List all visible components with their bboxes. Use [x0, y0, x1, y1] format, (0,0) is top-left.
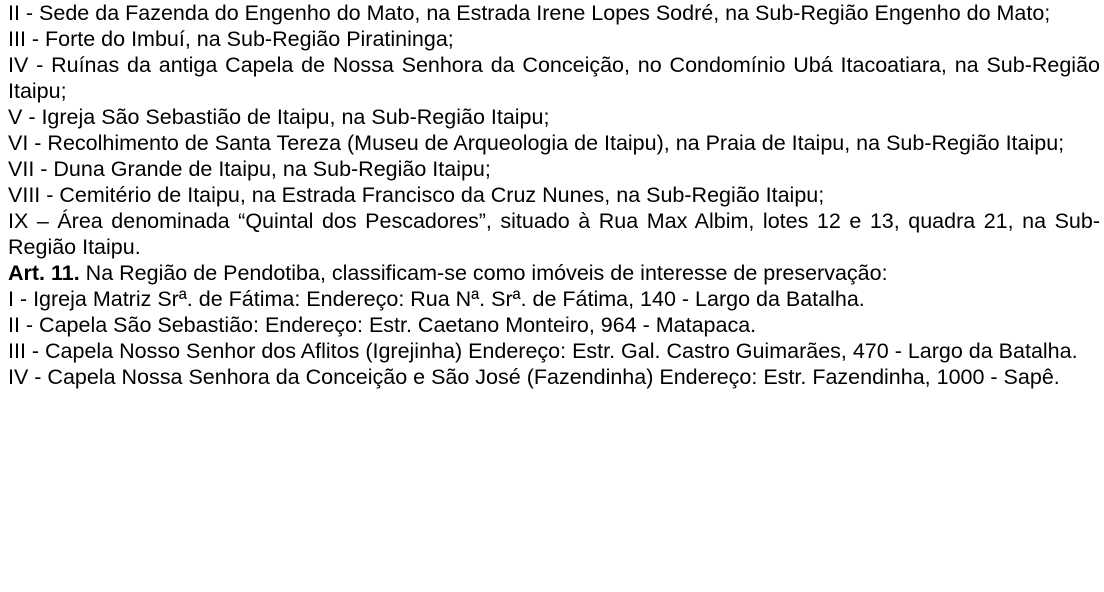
- list-item-ii: II - Sede da Fazenda do Engenho do Mato, na Estrada Irene Lopes Sodré, na Sub-Região Engenho do Mato;: [8, 1, 1051, 25]
- article-label: Art. 11.: [8, 261, 80, 285]
- list-item-ix: IX – Área denominada “Quintal dos Pescadores”, situado à Rua Max Albim, lotes 12 e 13, quadra 21, na Sub-Região Itaipu.: [8, 209, 1100, 259]
- list-item-vi: VI - Recolhimento de Santa Tereza (Museu de Arqueologia de Itaipu), na Praia de Itaipu, na Sub-Região Itaipu;: [8, 131, 1065, 155]
- article-item-i: I - Igreja Matriz Srª. de Fátima: Endereço: Rua Nª. Srª. de Fátima, 140 - Largo da Batalha.: [8, 287, 865, 311]
- list-item-iv: IV - Ruínas da antiga Capela de Nossa Senhora da Conceição, no Condomínio Ubá Itacoatiara, na Sub-Região Itaipu;: [8, 53, 1100, 103]
- article-item-iv: IV - Capela Nossa Senhora da Conceição e São José (Fazendinha) Endereço: Estr. Fazendinha, 1000 - Sapê.: [8, 365, 1060, 389]
- article-item-ii: II - Capela São Sebastião: Endereço: Estr. Caetano Monteiro, 964 - Matapaca.: [8, 313, 757, 337]
- article-11-paragraph: [8, 260, 1100, 286]
- article-item-iii: III - Capela Nosso Senhor dos Aflitos (Igrejinha) Endereço: Estr. Gal. Castro Guimarães, 470 - Largo da Batalha.: [8, 339, 1078, 363]
- list-item-vii: VII - Duna Grande de Itaipu, na Sub-Região Itaipu;: [8, 157, 491, 181]
- document-page: [8, 0, 1100, 390]
- list-item-v: V - Igreja São Sebastião de Itaipu, na Sub-Região Itaipu;: [8, 105, 550, 129]
- list-item-iii: III - Forte do Imbuí, na Sub-Região Piratininga;: [8, 27, 454, 51]
- article-text: Na Região de Pendotiba, classificam-se como imóveis de interesse de preservação:: [79, 261, 888, 285]
- list-item-viii: VIII - Cemitério de Itaipu, na Estrada Francisco da Cruz Nunes, na Sub-Região Itaipu;: [8, 183, 825, 207]
